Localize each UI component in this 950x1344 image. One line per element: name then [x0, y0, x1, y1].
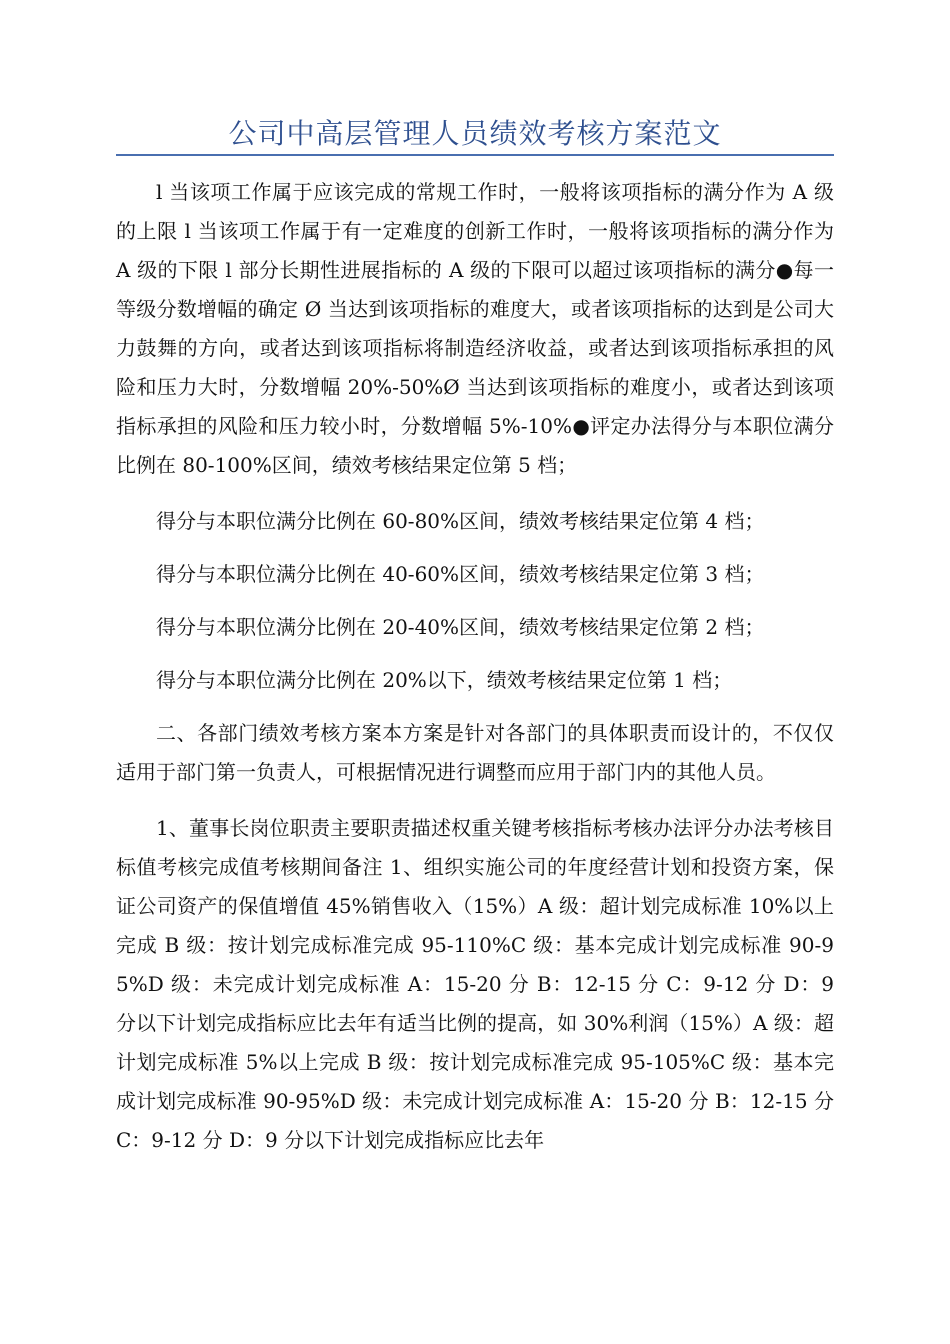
paragraph-grade-4: 得分与本职位满分比例在 60-80%区间，绩效考核结果定位第 4 档；	[156, 509, 765, 533]
paragraph-department-plan: 二、各部门绩效考核方案本方案是针对各部门的具体职责而设计的，不仅仅适用于部门第一负责人，可根据情况进行调整而应用于部门内的其他人员。	[116, 721, 834, 784]
title-underline	[116, 154, 834, 156]
document-body	[116, 173, 834, 1177]
paragraph-grade-3: 得分与本职位满分比例在 40-60%区间，绩效考核结果定位第 3 档；	[156, 562, 765, 586]
paragraph-grade-2: 得分与本职位满分比例在 20-40%区间，绩效考核结果定位第 2 档；	[156, 615, 765, 639]
paragraph-grading-rules: l 当该项工作属于应该完成的常规工作时，一般将该项指标的满分作为 A 级的上限 l 当该项工作属于有一定难度的创新工作时，一般将该项指标的满分作为 A 级的下限 l 部分长期性进展指标的 A 级的下限可以超过该项指标的满分●每一等级分数增幅的确定 Ø 当达到该项指标的难度大，或者该项指标的达到是公司大力鼓舞的方向，或者达到该项指标将制造经济收益，或者达到该项指标承担的风险和压力大时，分数增幅 20%-50%Ø 当达到该项指标的难度小，或者达到该项指标承担的风险和压力较小时，分数增幅 5%-10%●评定办法得分与本职位满分比例在 80-100%区间，绩效考核结果定位第 5 档；	[116, 180, 834, 477]
paragraph-grade-1: 得分与本职位满分比例在 20%以下，绩效考核结果定位第 1 档；	[156, 668, 733, 692]
paragraph-chairman-duties: 1、董事长岗位职责主要职责描述权重关键考核指标考核办法评分办法考核目标值考核完成值考核期间备注 1、组织实施公司的年度经营计划和投资方案，保证公司资产的保值增值 45%销售收入（15%）A 级：超计划完成标准 10%以上完成 B 级：按计划完成标准完成 95-110%C 级：基本完成计划完成标准 90-95%D 级：未完成计划完成标准 A：15-20 分 B：12-15 分 C：9-12 分 D：9 分以下计划完成指标应比去年有适当比例的提高，如 30%利润（15%）A 级：超计划完成标准 5%以上完成 B 级：按计划完成标准完成 95-105%C 级：基本完成计划完成标准 90-95%D 级：未完成计划完成标准 A：15-20 分 B：12-15 分 C：9-12 分 D：9 分以下计划完成指标应比去年	[116, 816, 834, 1152]
document-title: 公司中高层管理人员绩效考核方案范文	[228, 117, 722, 150]
